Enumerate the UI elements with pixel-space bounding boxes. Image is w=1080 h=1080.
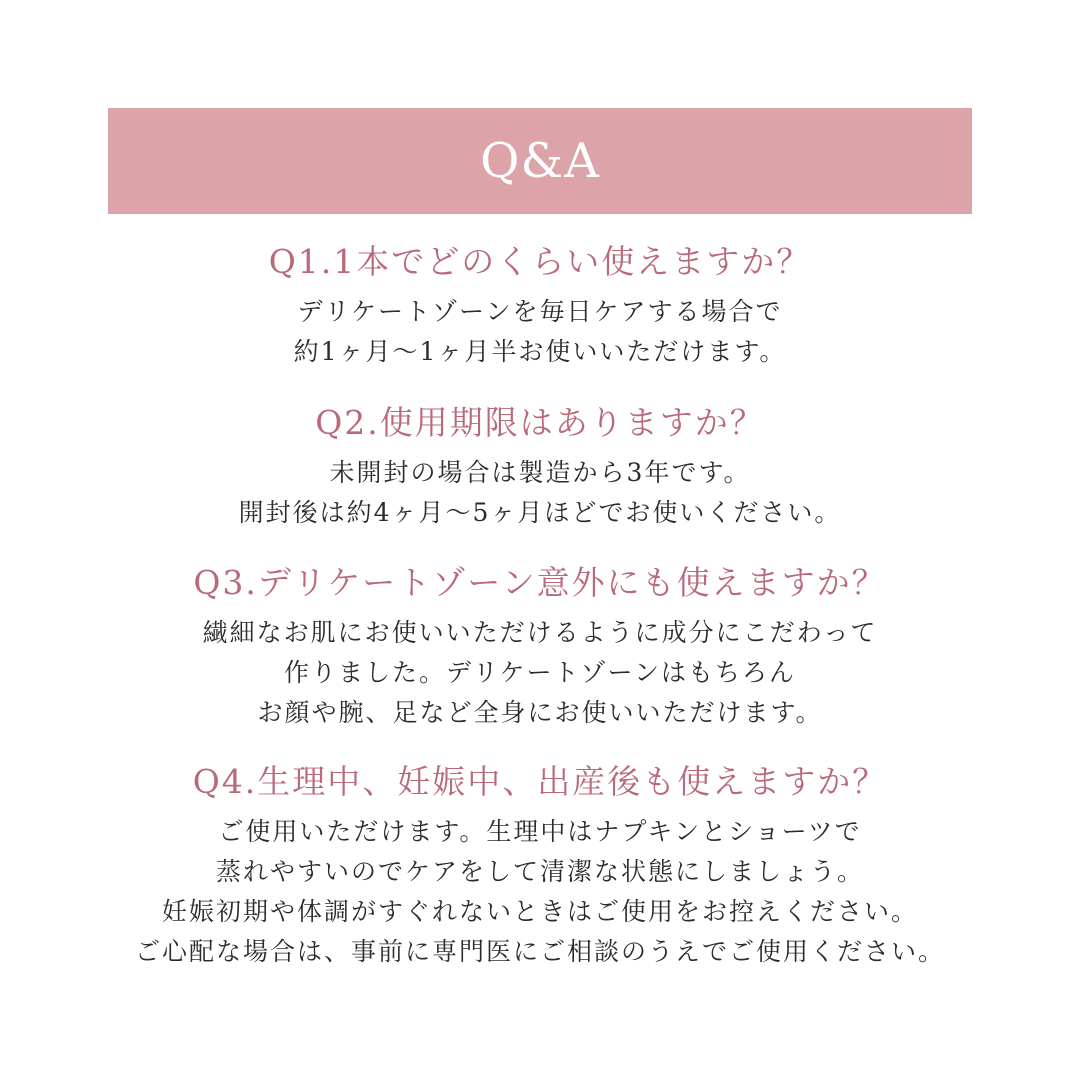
qa-item-4 (0, 760, 1080, 972)
answer-2 (0, 453, 1080, 533)
question-3: Q3.デリケートゾーン意外にも使えますか？ (193, 563, 887, 602)
qa-item-1 (0, 240, 1080, 372)
answer-4-line-4: ご心配な場合は、事前に専門医にご相談のうえでご使用ください。 (134, 937, 945, 966)
answer-4-line-3: 妊娠初期や体調がすぐれないときはご使用をお控えください。 (161, 897, 918, 926)
qa-item-2 (0, 401, 1080, 533)
question-2: Q2.使用期限はありますか？ (315, 403, 765, 442)
question-1: Q1.1本でどのくらい使えますか？ (268, 242, 812, 281)
answer-4 (0, 812, 1080, 972)
answer-4-line-2: 蒸れやすいのでケアをして清潔な状態にしましょう。 (215, 857, 864, 886)
answer-1-line-2: 約1ヶ月〜1ヶ月半お使いいただけます。 (293, 337, 787, 366)
answer-2-line-2: 開封後は約4ヶ月〜5ヶ月ほどでお使いください。 (238, 498, 842, 527)
answer-2-line-1: 未開封の場合は製造から3年です。 (329, 458, 751, 487)
answer-3-line-2: 作りました。デリケートゾーンはもちろん (283, 658, 796, 687)
banner-title: Q&A (480, 133, 600, 189)
answer-4-line-1: ご使用いただけます。生理中はナプキンとショーツで (218, 817, 862, 846)
answer-1-line-1: デリケートゾーンを毎日ケアする場合で (297, 297, 783, 326)
answer-3-line-3: お顔や腕、足など全身にお使いいただけます。 (257, 698, 823, 727)
answer-1 (0, 292, 1080, 372)
answer-3-line-1: 繊細なお肌にお使いいただけるように成分にこだわって (202, 618, 878, 647)
question-4: Q4.生理中、妊娠中、出産後も使えますか？ (192, 762, 888, 801)
qa-item-3 (0, 561, 1080, 733)
answer-3 (0, 613, 1080, 733)
qa-banner (108, 108, 972, 214)
